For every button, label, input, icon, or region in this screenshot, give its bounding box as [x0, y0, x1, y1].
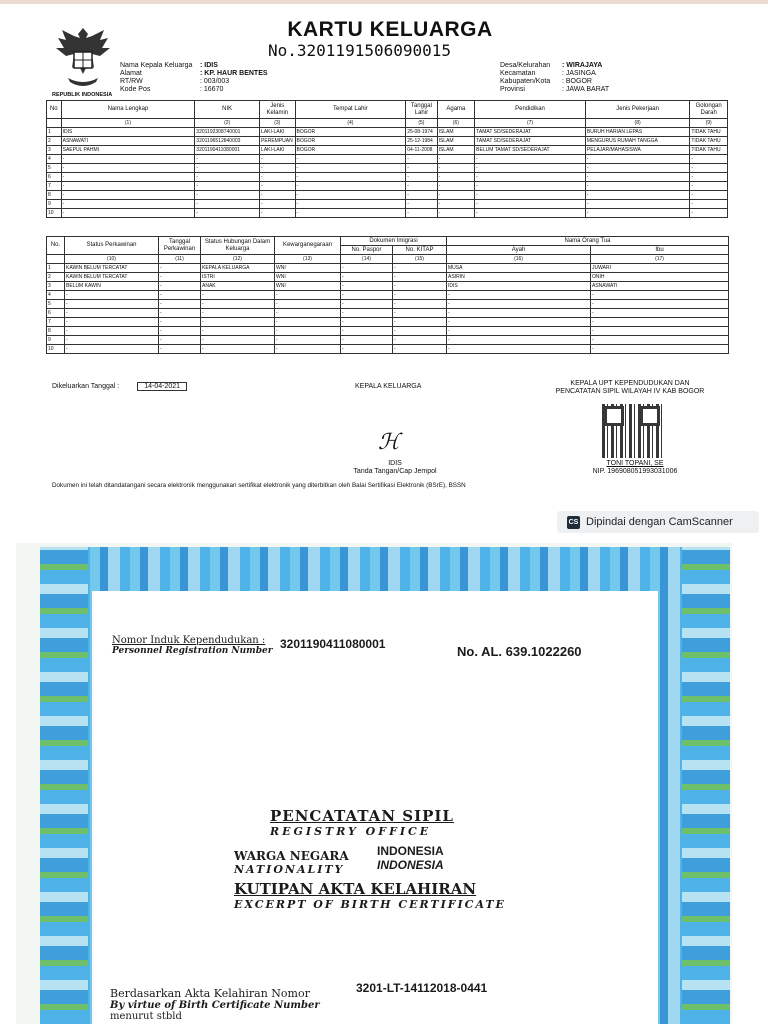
- table-cell: IDIS: [447, 282, 591, 291]
- table-cell: -: [159, 273, 201, 282]
- table-cell: BOGOR: [295, 128, 406, 137]
- table-cell: 5: [47, 300, 65, 309]
- table-cell: IDIS: [61, 128, 195, 137]
- table-cell: -: [341, 336, 393, 345]
- table-cell: 3201192308740001: [195, 128, 260, 137]
- table-cell: -: [406, 173, 437, 182]
- table-cell: -: [406, 182, 437, 191]
- table-cell: -: [195, 209, 260, 218]
- office-title: PENCATATAN SIPIL REGISTRY OFFICE: [270, 807, 454, 838]
- table-cell: KAWIN BELUM TERCATAT: [65, 273, 159, 282]
- signature-mark: ℋ: [378, 430, 400, 455]
- table-cell: -: [61, 173, 195, 182]
- table-cell: -: [437, 173, 475, 182]
- issued-date: 14-04-2021: [137, 382, 187, 391]
- garuda-emblem-icon: [52, 24, 114, 90]
- table-cell: -: [447, 345, 591, 354]
- table-cell: 25-12-1984: [406, 137, 437, 146]
- table-cell: -: [275, 291, 341, 300]
- table-row: [47, 164, 728, 173]
- table-cell: 3201190411080001: [195, 146, 260, 155]
- table-cell: -: [591, 300, 729, 309]
- table-cell: -: [159, 318, 201, 327]
- table-cell: -: [65, 318, 159, 327]
- table-cell: WNI: [275, 282, 341, 291]
- table-cell: -: [447, 327, 591, 336]
- table-cell: -: [585, 182, 689, 191]
- table-cell: KAWIN BELUM TERCATAT: [65, 264, 159, 273]
- table-cell: -: [475, 182, 586, 191]
- table-cell: ASNAWATI: [61, 137, 195, 146]
- table-cell: ONIH: [591, 273, 729, 282]
- table-cell: 4: [47, 291, 65, 300]
- table-cell: -: [65, 309, 159, 318]
- table-cell: 3201196512840003: [195, 137, 260, 146]
- table-cell: -: [159, 264, 201, 273]
- family-status-table: No. Status Perkawinan Tanggal Perkawinan Status Hubungan Dalam Keluarga Kewarganegaraan Dokumen Imigrasi Nama Orang Tua No. Paspor No. KITAP Ayah Ibu (10) (11) (12) (13) (14) (15) (16) (17) 1 KAWIN BELUM TERCATAT - KEPALA KELUARGA WNI - - MUSA JUWARI 2 KAWIN BELUM TERCATAT - ISTRI WNI - - ASIRIN ONIH 3 BELUM KAWIN - ANAK WNI - - IDIS ASNAWATI 4 - - - - - - - - 5 - - - - - - - - 6 - - - - - - - - 7 - - - - - - - - 8 - - - - - - - - 9 - - - - - - - - 10 - - - - - - - -: [46, 236, 729, 354]
- table-row: [47, 327, 729, 336]
- table-cell: -: [341, 345, 393, 354]
- table-cell: -: [591, 336, 729, 345]
- table-cell: -: [475, 164, 586, 173]
- table-cell: JUWARI: [591, 264, 729, 273]
- table-cell: 6: [47, 173, 62, 182]
- table-cell: -: [341, 327, 393, 336]
- table-cell: 8: [47, 327, 65, 336]
- table-cell: -: [393, 291, 447, 300]
- table-cell: -: [585, 173, 689, 182]
- nationality-value: INDONESIA INDONESIA: [377, 844, 444, 872]
- table-cell: -: [591, 345, 729, 354]
- table-cell: -: [406, 209, 437, 218]
- table-cell: ANAK: [201, 282, 275, 291]
- table-cell: 25-08-1974: [406, 128, 437, 137]
- nik-label: Nomor Induk Kependudukan : Personnel Registration Number: [112, 635, 273, 656]
- header-left-block: Nama Kepala Keluarga : IDIS Alamat : KP. HAUR BENTES RT/RW : 003/003 Kode Pos : 16670: [120, 62, 268, 93]
- table-cell: -: [260, 182, 296, 191]
- table-cell: -: [341, 264, 393, 273]
- table-row: [47, 209, 728, 218]
- table-cell: -: [437, 191, 475, 200]
- official-title: KEPALA UPT KEPENDUDUKAN DAN PENCATATAN SIPIL WILAYAH IV KAB BOGOR: [555, 380, 705, 395]
- certificate-border-left: [40, 547, 88, 1024]
- table-cell: -: [159, 327, 201, 336]
- table-cell: -: [195, 155, 260, 164]
- header-right-block: Desa/Kelurahan : WIRAJAYA Kecamatan : JASINGA Kabupaten/Kota : BOGOR Provinsi : JAWA BARAT: [500, 62, 610, 93]
- table-cell: 6: [47, 309, 65, 318]
- table-cell: SAEPUL PAHMI: [61, 146, 195, 155]
- table-cell: -: [585, 164, 689, 173]
- table-cell: -: [341, 282, 393, 291]
- table-row: [47, 318, 729, 327]
- table-cell: -: [447, 309, 591, 318]
- table-cell: 3: [47, 282, 65, 291]
- table-row: [47, 146, 728, 155]
- table-row: [47, 291, 729, 300]
- table-cell: 8: [47, 191, 62, 200]
- table-cell: -: [275, 300, 341, 309]
- table-row: [47, 264, 729, 273]
- table-cell: BOGOR: [295, 137, 406, 146]
- table-cell: -: [61, 191, 195, 200]
- table-cell: -: [195, 191, 260, 200]
- table-cell: -: [159, 282, 201, 291]
- table-cell: BURUH HARIAN LEPAS: [585, 128, 689, 137]
- table-cell: -: [591, 309, 729, 318]
- table-cell: -: [690, 209, 728, 218]
- table-cell: -: [159, 336, 201, 345]
- table-cell: -: [591, 318, 729, 327]
- certificate-border-right: [682, 547, 730, 1024]
- table-cell: 10: [47, 209, 62, 218]
- table-row: [47, 309, 729, 318]
- table-cell: -: [393, 336, 447, 345]
- table-cell: -: [437, 200, 475, 209]
- table-cell: -: [195, 173, 260, 182]
- basis-label: Berdasarkan Akta Kelahiran Nomor By virtue of Birth Certificate Number menurut stbld: [110, 987, 320, 1022]
- table-cell: 4: [47, 155, 62, 164]
- table-cell: -: [690, 173, 728, 182]
- table-cell: -: [159, 309, 201, 318]
- nik-value: 3201190411080001: [280, 637, 386, 651]
- table-cell: -: [201, 309, 275, 318]
- table-cell: -: [341, 273, 393, 282]
- emblem-caption: REPUBLIK INDONESIA: [52, 92, 113, 98]
- al-number: No. AL. 639.1022260: [457, 644, 582, 659]
- table-cell: -: [295, 164, 406, 173]
- official-signature: TONI TOPANI, SE NIP. 196908051993031006: [592, 460, 678, 475]
- nationality-label: WARGA NEGARA NATIONALITY: [234, 849, 349, 876]
- table-cell: -: [585, 155, 689, 164]
- table-cell: -: [447, 291, 591, 300]
- basis-value: 3201-LT-14112018-0441: [356, 981, 488, 995]
- table-cell: -: [201, 327, 275, 336]
- table-cell: TIDAK TAHU: [690, 137, 728, 146]
- table-cell: -: [437, 164, 475, 173]
- table-cell: -: [475, 173, 586, 182]
- table-cell: -: [447, 318, 591, 327]
- table-cell: 2: [47, 137, 62, 146]
- table-cell: BOGOR: [295, 146, 406, 155]
- table-cell: 9: [47, 336, 65, 345]
- table-cell: ISLAM: [437, 128, 475, 137]
- table-cell: -: [295, 191, 406, 200]
- table-cell: 7: [47, 182, 62, 191]
- table-cell: -: [437, 182, 475, 191]
- table-cell: -: [275, 327, 341, 336]
- table-cell: -: [393, 273, 447, 282]
- table-cell: -: [393, 318, 447, 327]
- birth-certificate-page: [16, 543, 732, 1024]
- table-cell: -: [65, 327, 159, 336]
- table-cell: -: [65, 336, 159, 345]
- electronic-signature-notice: Dokumen ini telah ditandatangani secara elektronik menggunakan sertifikat elektronik yang diterbitkan oleh Balai Sertifikasi Elektronik (BSrE), BSSN: [52, 482, 466, 489]
- qr-code-icon: [602, 404, 662, 458]
- table-cell: -: [275, 336, 341, 345]
- table-cell: ISLAM: [437, 146, 475, 155]
- table-cell: -: [61, 164, 195, 173]
- camscanner-logo-icon: CS: [567, 516, 580, 529]
- table-cell: PEREMPUAN: [260, 137, 296, 146]
- table-cell: -: [201, 336, 275, 345]
- issued-date-block: Dikeluarkan Tanggal : 14-04-2021: [52, 382, 187, 391]
- table-cell: TIDAK TAHU: [690, 146, 728, 155]
- table-cell: -: [260, 191, 296, 200]
- table-cell: TIDAK TAHU: [690, 128, 728, 137]
- table-cell: -: [201, 318, 275, 327]
- table-cell: -: [406, 191, 437, 200]
- table-cell: -: [275, 345, 341, 354]
- table-cell: -: [195, 200, 260, 209]
- table-row: [47, 273, 729, 282]
- table-row: [47, 200, 728, 209]
- table-cell: -: [406, 164, 437, 173]
- table-cell: -: [406, 155, 437, 164]
- table-cell: BELUM TAMAT SD/SEDERAJAT: [475, 146, 586, 155]
- table-cell: LAKI-LAKI: [260, 128, 296, 137]
- table-cell: 9: [47, 200, 62, 209]
- table-cell: -: [585, 200, 689, 209]
- table-row: [47, 336, 729, 345]
- table-cell: LAKI-LAKI: [260, 146, 296, 155]
- table-cell: WNI: [275, 273, 341, 282]
- table-cell: -: [475, 191, 586, 200]
- family-head-signature: IDIS Tanda Tangan/Cap Jempol: [353, 460, 437, 475]
- table-cell: BELUM KAWIN: [65, 282, 159, 291]
- table-cell: -: [585, 191, 689, 200]
- family-members-table: No Nama Lengkap NIK Jenis Kelamin Tempat Lahir Tanggal Lahir Agama Pendidikan Jenis Pekerjaan Golongan Darah (1) (2) (3) (4) (5) (6) (7) (8) (9) 1 IDIS 3201192308740001 LAKI-LAKI BOGOR 25-08-1974 ISLAM TAMAT SD/SEDERAJAT BURUH HARIAN LEPAS TIDAK TAHU 2 ASNAWATI 3201196512840003 PEREMPUAN BOGOR 25-12-1984 ISLAM TAMAT SD/SEDERAJAT MENGURUS RUMAH TANGGA TIDAK TAHU 3 SAEPUL PAHMI 3201190411080001 LAKI-LAKI BOGOR 04-11-2008 ISLAM BELUM TAMAT SD/SEDERAJAT PELAJAR/MAHASISWA TIDAK TAHU 4 - - - - - - - - - 5 - - - - - - - - - 6 - - - - - - - - - 7 - - - - - - - - - 8 - - - - - - - - - 9 - - - - - - - - - 10 - - - - - - - - -: [46, 100, 728, 218]
- table-cell: -: [195, 182, 260, 191]
- table-cell: WNI: [275, 264, 341, 273]
- table-cell: -: [690, 182, 728, 191]
- table-cell: 1: [47, 264, 65, 273]
- table-cell: ISLAM: [437, 137, 475, 146]
- table-cell: -: [260, 164, 296, 173]
- table-cell: MENGURUS RUMAH TANGGA: [585, 137, 689, 146]
- table-cell: -: [260, 200, 296, 209]
- table-cell: 04-11-2008: [406, 146, 437, 155]
- camscanner-watermark: CS Dipindai dengan CamScanner: [557, 511, 759, 533]
- table-cell: -: [475, 200, 586, 209]
- table-cell: TAMAT SD/SEDERAJAT: [475, 128, 586, 137]
- table-cell: -: [295, 209, 406, 218]
- table-cell: 2: [47, 273, 65, 282]
- table-cell: -: [61, 209, 195, 218]
- table-row: [47, 345, 729, 354]
- document-title: KARTU KELUARGA: [287, 18, 493, 41]
- table-cell: ASNAWATI: [591, 282, 729, 291]
- table-cell: -: [591, 291, 729, 300]
- table-row: [47, 191, 728, 200]
- table-cell: -: [61, 200, 195, 209]
- table-cell: -: [201, 300, 275, 309]
- table-cell: -: [275, 309, 341, 318]
- table-cell: -: [475, 209, 586, 218]
- table-cell: -: [295, 155, 406, 164]
- table-cell: -: [406, 200, 437, 209]
- table-cell: -: [295, 173, 406, 182]
- table-row: [47, 128, 728, 137]
- table-cell: MUSA: [447, 264, 591, 273]
- table-row: [47, 182, 728, 191]
- table-cell: ISTRI: [201, 273, 275, 282]
- table-cell: -: [201, 345, 275, 354]
- table-cell: -: [61, 182, 195, 191]
- table-cell: -: [61, 155, 195, 164]
- table-cell: -: [393, 282, 447, 291]
- table-cell: -: [341, 309, 393, 318]
- table-cell: -: [393, 264, 447, 273]
- table-cell: -: [475, 155, 586, 164]
- table-cell: KEPALA KELUARGA: [201, 264, 275, 273]
- table-cell: -: [260, 209, 296, 218]
- table-cell: -: [260, 155, 296, 164]
- table-cell: 7: [47, 318, 65, 327]
- table-cell: -: [341, 318, 393, 327]
- table-cell: -: [159, 345, 201, 354]
- table-cell: -: [437, 209, 475, 218]
- table-cell: -: [341, 300, 393, 309]
- table-row: [47, 155, 728, 164]
- table-cell: -: [195, 164, 260, 173]
- table-cell: PELAJAR/MAHASISWA: [585, 146, 689, 155]
- table-cell: 5: [47, 164, 62, 173]
- table-cell: -: [341, 291, 393, 300]
- table-cell: -: [201, 291, 275, 300]
- table-cell: -: [393, 300, 447, 309]
- table-row: [47, 300, 729, 309]
- family-card-number: No.3201191506090015: [268, 41, 452, 60]
- table-cell: -: [65, 291, 159, 300]
- document-type-title: KUTIPAN AKTA KELAHIRAN EXCERPT OF BIRTH CERTIFICATE: [234, 880, 506, 911]
- kartu-keluarga-page: [0, 4, 768, 510]
- table-row: [47, 173, 728, 182]
- table-cell: -: [65, 300, 159, 309]
- table-cell: -: [295, 182, 406, 191]
- table-cell: -: [393, 345, 447, 354]
- table-cell: -: [437, 155, 475, 164]
- table-cell: -: [690, 164, 728, 173]
- family-head-label: KEPALA KELUARGA: [355, 383, 422, 390]
- table-row: [47, 282, 729, 291]
- table-cell: ASIRIN: [447, 273, 591, 282]
- table-cell: -: [690, 191, 728, 200]
- table-cell: -: [295, 200, 406, 209]
- table-cell: -: [393, 327, 447, 336]
- table-cell: -: [447, 336, 591, 345]
- table-cell: 1: [47, 128, 62, 137]
- table-cell: -: [65, 345, 159, 354]
- table-cell: -: [159, 300, 201, 309]
- table-cell: -: [591, 327, 729, 336]
- table-cell: -: [260, 173, 296, 182]
- table-cell: -: [690, 155, 728, 164]
- table-cell: -: [275, 318, 341, 327]
- table-cell: -: [159, 291, 201, 300]
- table-cell: TAMAT SD/SEDERAJAT: [475, 137, 586, 146]
- table-cell: 3: [47, 146, 62, 155]
- table-cell: -: [447, 300, 591, 309]
- table-cell: -: [690, 200, 728, 209]
- table-cell: -: [393, 309, 447, 318]
- table-row: [47, 137, 728, 146]
- table-cell: -: [585, 209, 689, 218]
- table-cell: 10: [47, 345, 65, 354]
